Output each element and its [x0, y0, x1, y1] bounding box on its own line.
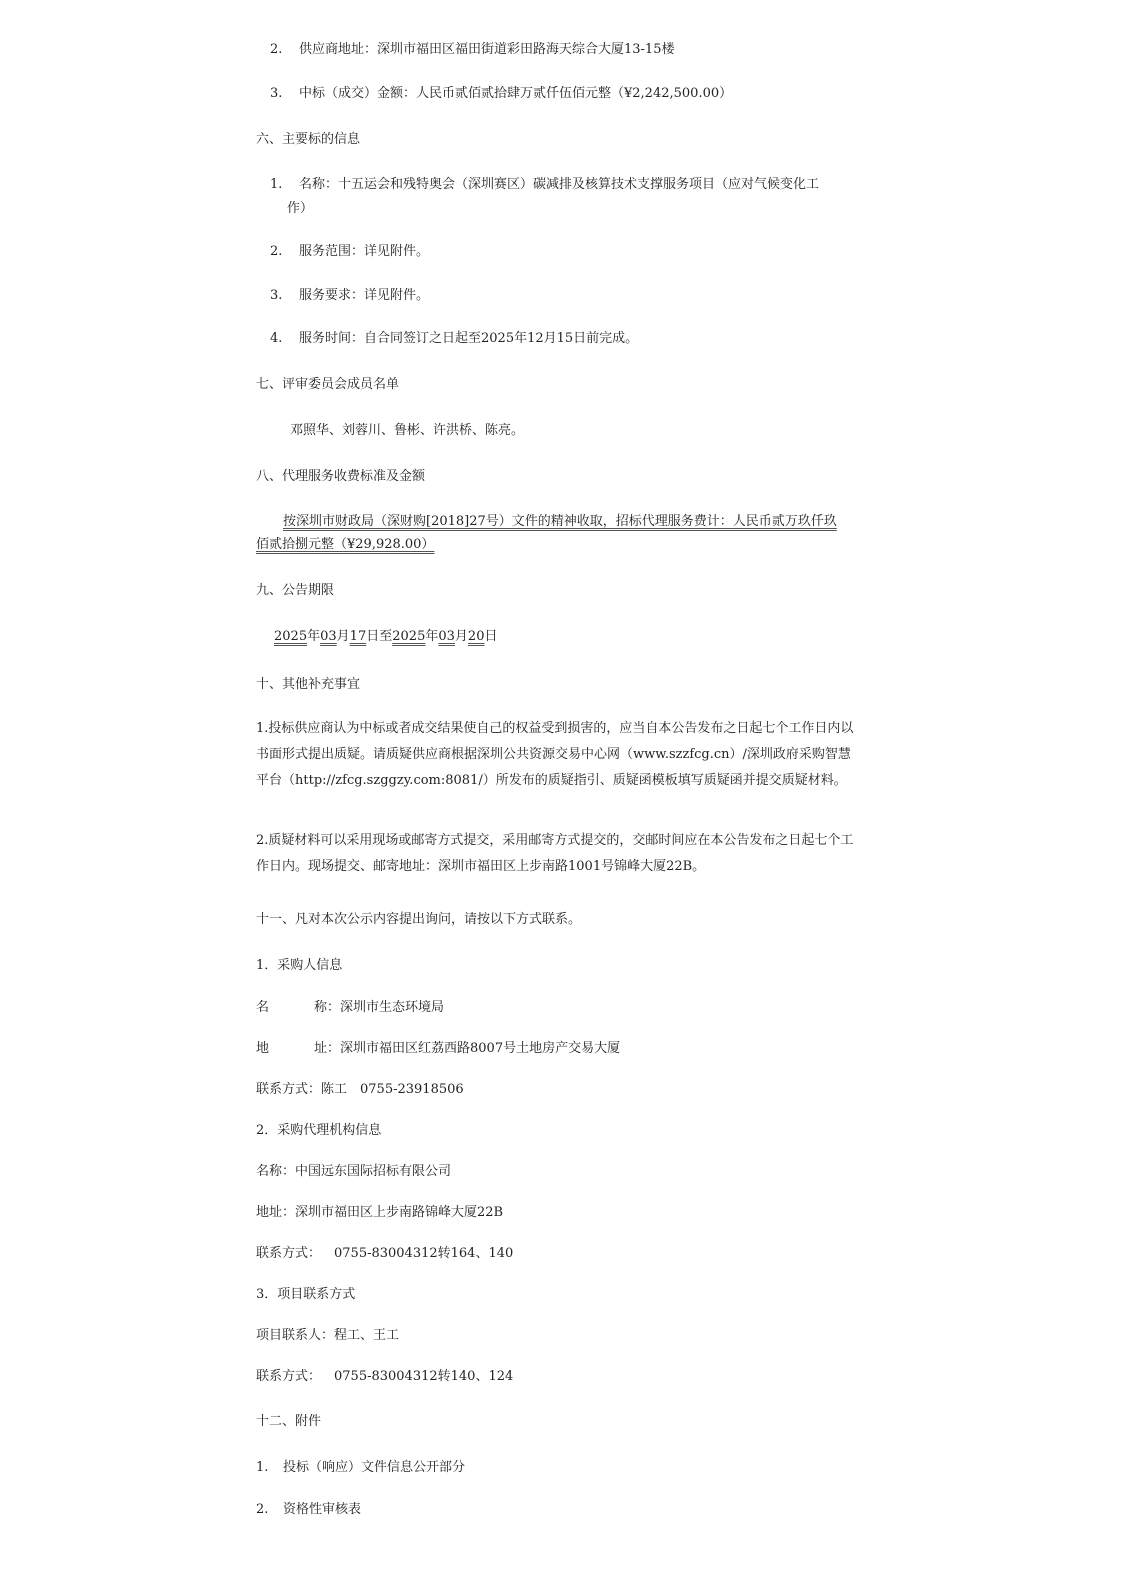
item-name-line2: 作） [287, 201, 314, 216]
field-label: 联系方式： [256, 1082, 322, 1097]
agency-fee-line1: 按深圳市财政局（深财购[2018]27号）文件的精神收取，招标代理服务费计：人民币贰万玖仟玖 [283, 514, 837, 529]
list-number: 1. [256, 1460, 269, 1475]
section-heading-8: 八、代理服务收费标准及金额 [256, 469, 426, 484]
agency-name-row [256, 1164, 451, 1180]
purchaser-address: 深圳市福田区红荔西路8007号土地房产交易大厦 [340, 1041, 621, 1056]
service-time-item [270, 331, 638, 347]
field-label: 地 [256, 1041, 270, 1056]
list-text: 资格性审核表 [283, 1502, 362, 1517]
section-heading-10: 十、其他补充事宜 [256, 677, 361, 692]
purchaser-name-row [256, 1000, 444, 1016]
list-number: 2. [256, 1502, 269, 1517]
field-label: 名称： [256, 1164, 296, 1179]
field-label: 联系方式： [256, 1369, 322, 1384]
project-person: 程工、王工 [334, 1328, 400, 1343]
agency-heading: 2．采购代理机构信息 [256, 1123, 382, 1138]
list-number: 2. [270, 244, 283, 259]
agency-contact-row [256, 1246, 513, 1262]
attachment-item [256, 1502, 361, 1518]
project-contact: 0755-83004312转140、124 [334, 1369, 514, 1384]
purchaser-name: 深圳市生态环境局 [340, 1000, 445, 1015]
start-day: 17 [349, 629, 367, 644]
project-person-row [256, 1328, 399, 1344]
committee-members: 邓照华、刘蓉川、鲁彬、许洪桥、陈亮。 [290, 423, 525, 438]
field-label: 名 [256, 1000, 270, 1015]
service-scope-item [270, 244, 429, 260]
project-contact-row [256, 1369, 513, 1385]
field-label: 址： [314, 1041, 341, 1056]
agency-address-row [256, 1205, 503, 1221]
purchaser-contact: 陈工 0755-23918506 [321, 1082, 464, 1097]
purchaser-contact-row [256, 1082, 464, 1098]
list-number: 4. [270, 331, 283, 346]
list-text: 服务时间：自合同签订之日起至2025年12月15日前完成。 [299, 331, 639, 346]
announcement-period [274, 629, 497, 645]
list-text: 服务要求：详见附件。 [299, 288, 430, 303]
list-number: 3. [270, 288, 283, 303]
day-char: 日 [366, 629, 380, 644]
list-text: 中标（成交）金额：人民币贰佰贰拾肆万贰仟伍佰元整（¥2,242,500.00） [299, 86, 733, 101]
purchaser-heading: 1．采购人信息 [256, 958, 343, 973]
service-requirement-item [270, 288, 429, 304]
list-number: 2. [270, 42, 283, 57]
agency-fee-line2: 佰贰拾捌元整（¥29,928.00） [256, 537, 435, 552]
list-text: 供应商地址：深圳市福田区福田街道彩田路海天综合大厦13-15楼 [299, 42, 675, 57]
award-amount-item [270, 86, 732, 102]
agency-contact: 0755-83004312转164、140 [334, 1246, 514, 1261]
list-text: 服务范围：详见附件。 [299, 244, 430, 259]
list-number: 1. [270, 177, 283, 192]
complaint-paragraph-2: 2.质疑材料可以采用现场或邮寄方式提交，采用邮寄方式提交的，交邮时间应在本公告发布之日起七个工作日内。现场提交、邮寄地址：深圳市福田区上步南路1001号锦峰大厦22B。 [256, 833, 854, 874]
field-label: 项目联系人： [256, 1328, 335, 1343]
start-year: 2025 [274, 629, 308, 644]
purchaser-address-row [256, 1041, 620, 1057]
to-char: 至 [379, 629, 393, 644]
agency-name: 中国远东国际招标有限公司 [295, 1164, 452, 1179]
month-char: 月 [454, 629, 468, 644]
year-char: 年 [307, 629, 321, 644]
list-text: 名称：十五运会和残特奥会（深圳赛区）碳减排及核算技术支撑服务项目（应对气候变化工 [299, 177, 820, 192]
end-day: 20 [467, 629, 485, 644]
section-heading-12: 十二、附件 [256, 1414, 322, 1429]
section-heading-6: 六、主要标的信息 [256, 132, 361, 147]
section-heading-9: 九、公告期限 [256, 583, 335, 598]
end-year: 2025 [392, 629, 426, 644]
attachment-item [256, 1460, 465, 1476]
agency-address: 深圳市福田区上步南路锦峰大厦22B [295, 1205, 504, 1220]
item-name-line1 [270, 177, 819, 193]
field-label: 联系方式： [256, 1246, 322, 1261]
day-char: 日 [484, 629, 498, 644]
project-contact-heading: 3．项目联系方式 [256, 1287, 356, 1302]
section-heading-7: 七、评审委员会成员名单 [256, 377, 400, 392]
section-heading-11: 十一、凡对本次公示内容提出询问，请按以下方式联系。 [256, 912, 582, 927]
field-label: 地址： [256, 1205, 296, 1220]
complaint-paragraph-1: 1.投标供应商认为中标或者成交结果使自己的权益受到损害的，应当自本公告发布之日起七个工作日内以书面形式提出质疑。请质疑供应商根据深圳公共资源交易中心网（www.szzfcg.cn）/深圳政府采购智慧平台（http://zfcg.szggzy.com:8081/）所发布的质疑指引、质疑函模板填写质疑函并提交质疑材料。 [256, 721, 854, 788]
list-text: 投标（响应）文件信息公开部分 [283, 1460, 466, 1475]
end-month: 03 [438, 629, 455, 644]
list-number: 3. [270, 86, 283, 101]
year-char: 年 [425, 629, 439, 644]
month-char: 月 [336, 629, 350, 644]
start-month: 03 [320, 629, 337, 644]
field-label: 称： [314, 1000, 341, 1015]
supplier-address-item [270, 42, 674, 58]
